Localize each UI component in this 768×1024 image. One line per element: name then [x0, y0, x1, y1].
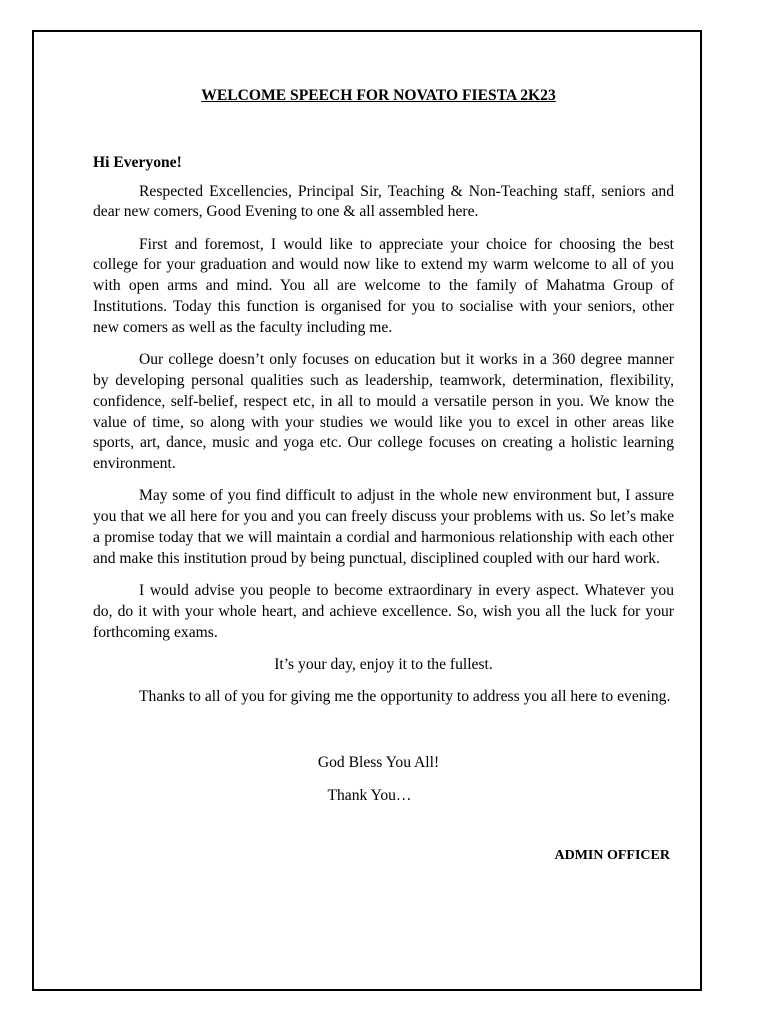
document-body — [93, 86, 674, 867]
paragraph-4: May some of you find difficult to adjust in the whole new environment but, I assure you that we all here for you and you can freely discuss your problems with us. So let’s make a promise today that we will maintain a cordial and harmonious relationship with each other and make this institution proud by being punctual, disciplined coupled with our hard work. — [93, 487, 674, 567]
thanks-paragraph: Thanks to all of you for giving me the opportunity to address you all here to evening. — [139, 688, 671, 706]
signature: ADMIN OFFICER — [554, 847, 670, 863]
center-line: It’s your day, enjoy it to the fullest. — [274, 656, 493, 674]
paragraph-1: Respected Excellencies, Principal Sir, Teaching & Non-Teaching staff, seniors and dear new comers, Good Evening to one & all assembled here. — [93, 182, 674, 221]
document-title: WELCOME SPEECH FOR NOVATO FIESTA 2K23 — [201, 87, 556, 104]
greeting: Hi Everyone! — [93, 153, 182, 171]
paragraph-2: First and foremost, I would like to appreciate your choice for choosing the best college for your graduation and would now like to extend my warm welcome to all of you with open arms and mind. You all are welcome to the family of Mahatma Group of Institutions. Today this function is organised for you to socialise with your seniors, other new comers as well as the faculty including me. — [93, 235, 674, 336]
closing-thanks: Thank You… — [327, 786, 412, 804]
paragraph-3: Our college doesn’t only focuses on education but it works in a 360 degree manner by developing personal qualities such as leadership, teamwork, determination, flexibility, confidence, self-belief, respect etc, in all to mould a versatile person in you. We know the value of time, so along with your studies we would like you to excel in other areas like sports, art, dance, music and yoga etc. Our college focuses on creating a holistic learning environment. — [93, 351, 674, 473]
paragraph-5: I would advise you people to become extraordinary in every aspect. Whatever you do, do it with your whole heart, and achieve excellence. So, wish you all the luck for your forthcoming exams. — [93, 582, 674, 641]
closing-blessing: God Bless You All! — [317, 754, 440, 772]
